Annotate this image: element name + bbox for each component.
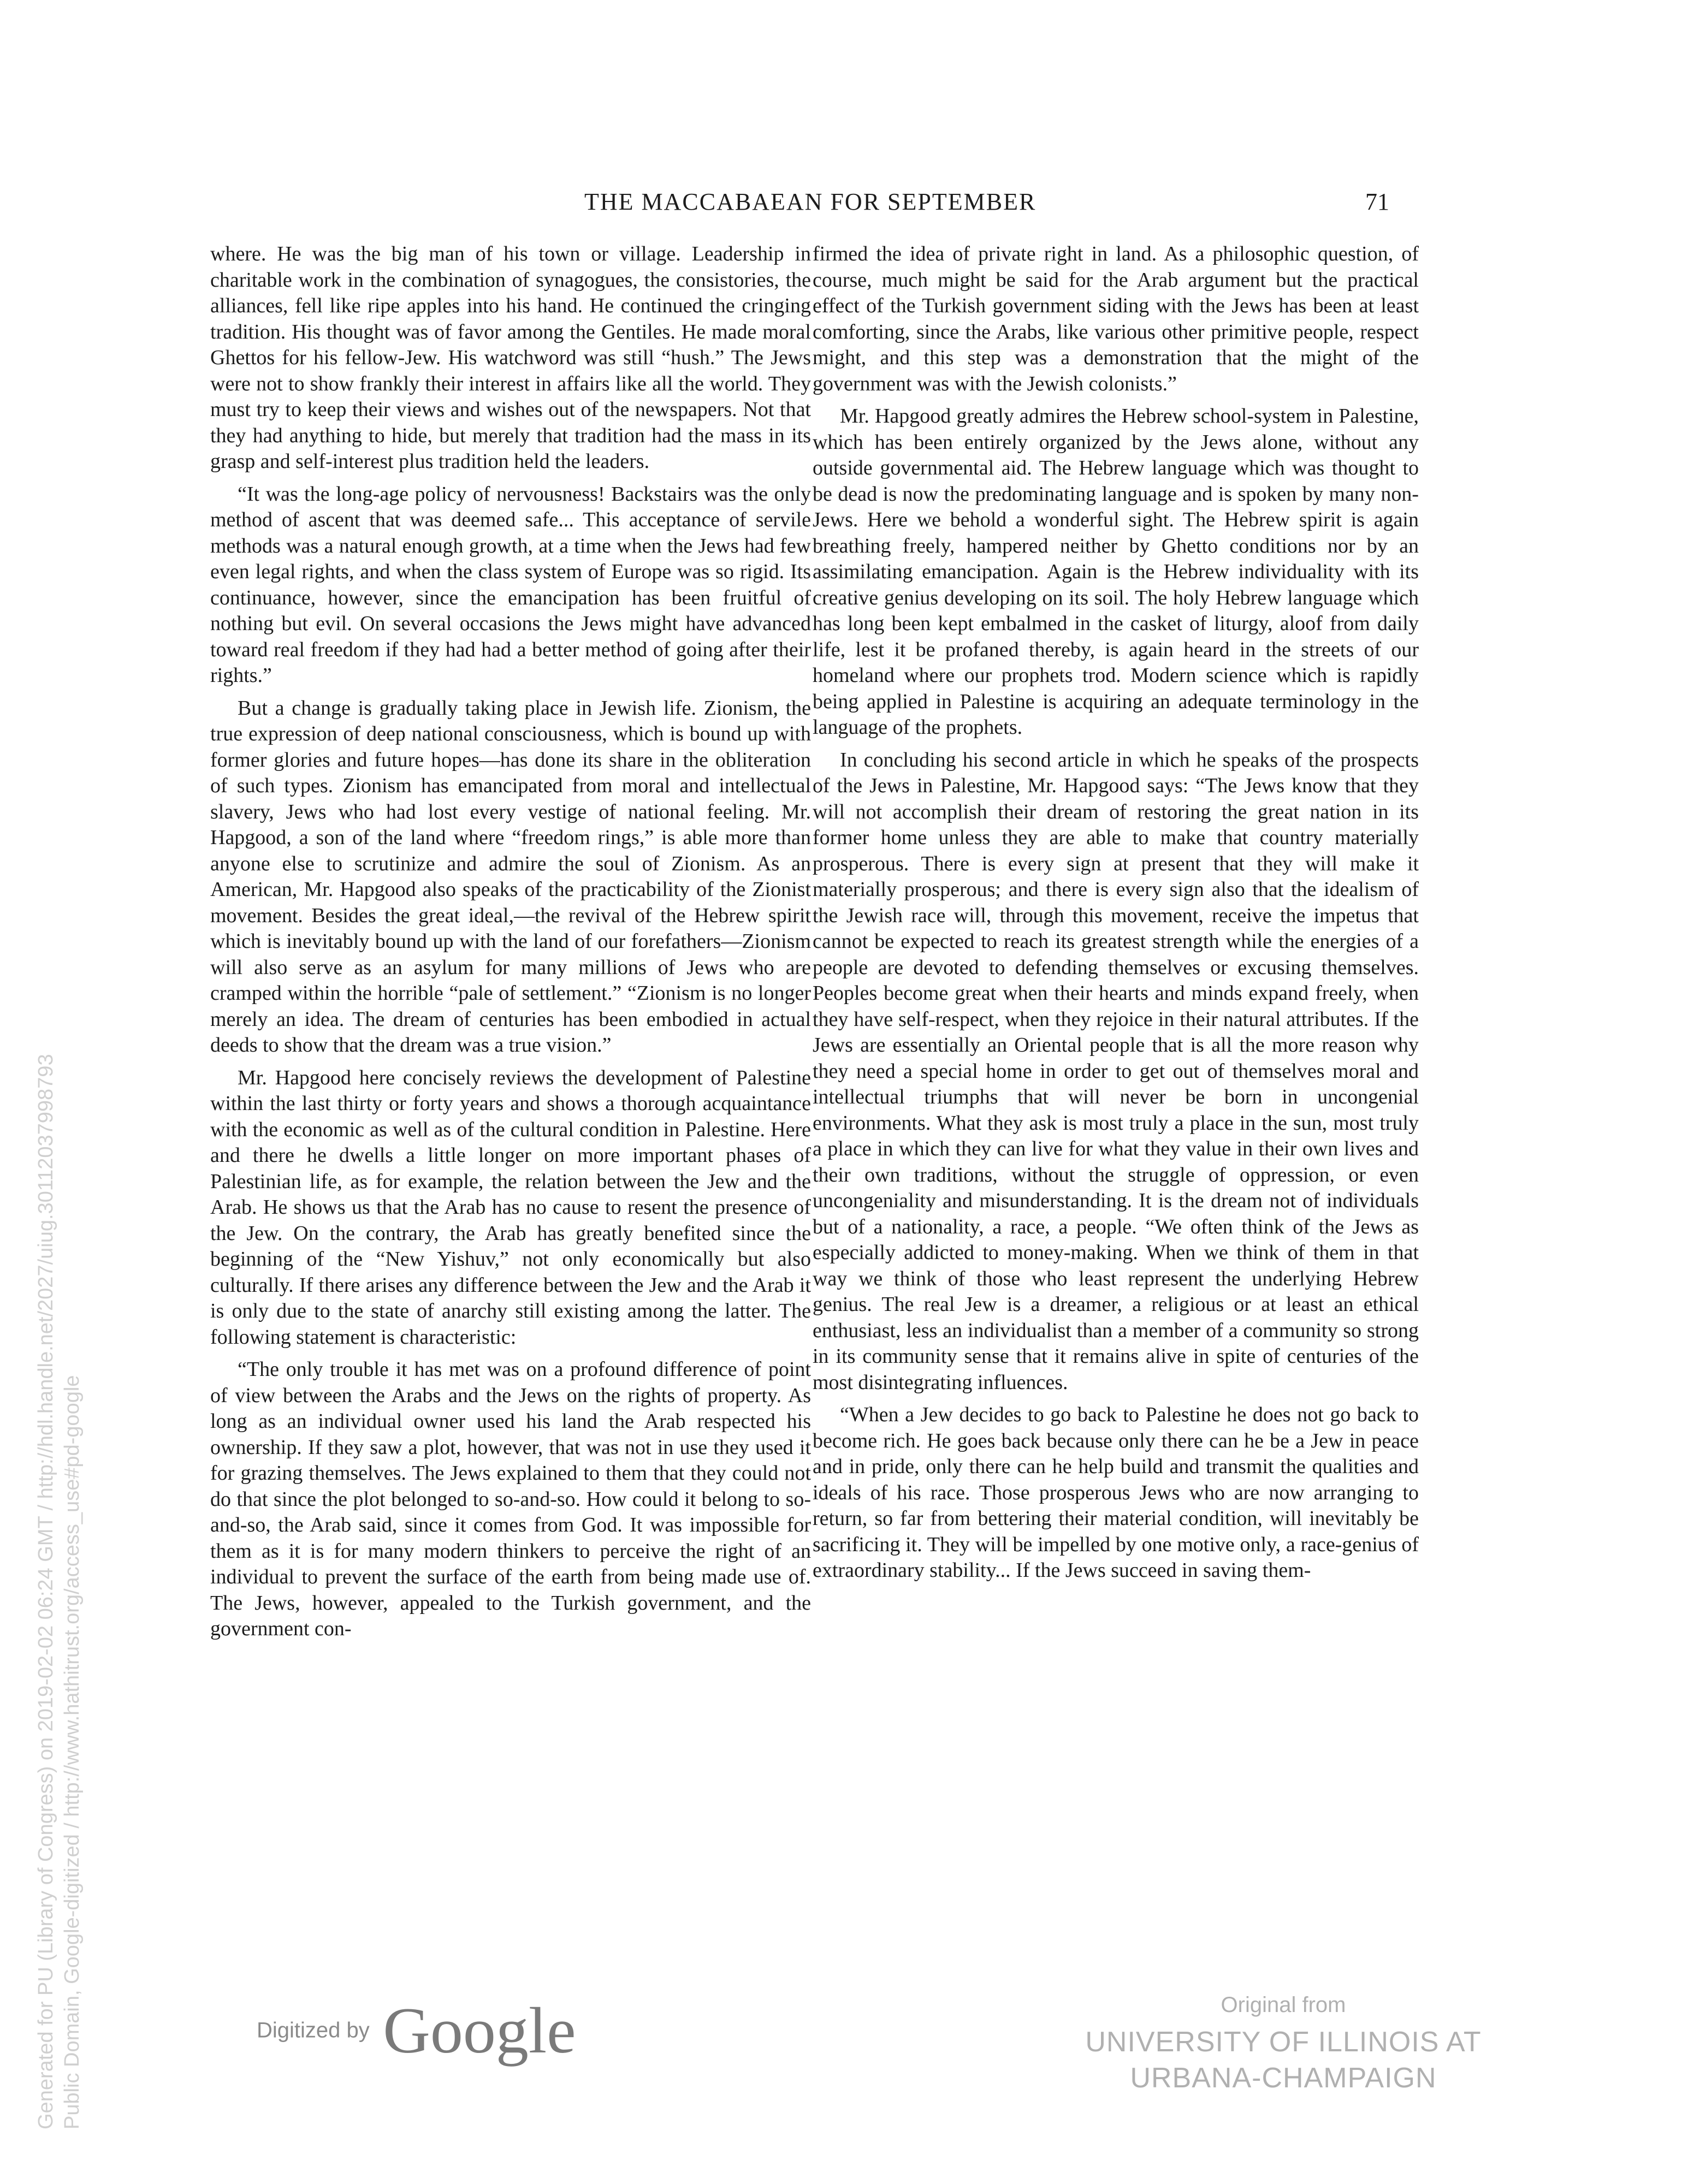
paragraph: In concluding his second article in which he speaks of the prospects of the Jews in Palestine, Mr. Hapgood says: “The Jews know that they will not accomplish their dream of restoring the great nation in its former home unless they are able to make that country materially prosperous. There is every sign at present that they will make it materially prosperous; and there is every sign also that the idealism of the Jewish race will, through this movement, receive the impetus that cannot be expected to reach its greatest strength while the energies of a people are devoted to defending themselves or excusing themselves. Peoples become great when their hearts and minds expand freely, when they have self-respect, when they rejoice in their natural attributes. If the Jews are essentially an Oriental people that is all the more reason why they need a special home in order to get out of themselves moral and intellectual triumphs that will never be born in uncongenial environments. What they ask is most truly a place in the sun, most truly a place in which they can live for what they value in their own lives and their own traditions, without the struggle of oppression, or even uncongeniality and misunderstanding. It is the dream not of individuals but of a nationality, a race, a people. “We often think of the Jews as especially addicted to money-making. When we think of them in that way we think of those who least represent the underlying Hebrew genius. The real Jew is a dreamer, a religious or at least an ethical enthusiast, less an individualist than a member of a community so strong in its community sense that it remains alive in spite of centuries of the most disintegrating influences. (813, 748, 1419, 1394)
page-number: 71 (1365, 188, 1389, 215)
left-column (210, 241, 811, 1649)
paragraph: Mr. Hapgood greatly admires the Hebrew school-system in Palestine, which has been entirely organized by the Jews alone, without any outside governmental aid. The Hebrew language which was thought to be dead is now the predominating language and is spoken by many non-Jews. Here we behold a wonderful sight. The Hebrew spirit is again breathing freely, hampered neither by Ghetto conditions nor by an assimilating emancipation. Again is the Hebrew individuality with its creative genius developing on its soil. The holy Hebrew language which has long been kept embalmed in the casket of liturgy, aloof from daily life, lest it be profaned thereby, is again heard in the streets of our homeland where our prophets trod. Modern science which is rapidly being applied in Palestine is acquiring an adequate terminology in the language of the prophets. (813, 405, 1419, 739)
paragraph: “When a Jew decides to go back to Palestine he does not go back to become rich. He goes back because only there can he be a Jew in peace and in pride, only there can he help build and transmit the qualities and ideals of his race. Those prosperous Jews who are now arranging to return, so far from bettering their material condition, will inevitably be sacrificing it. They will be impelled by one motive only, a race-genius of extraordinary stability... If the Jews succeed in saving them- (813, 1403, 1419, 1582)
paragraph: firmed the idea of private right in land. As a philosophic question, of course, much might be said for the Arab argument but the practical effect of the Turkish government siding with the Jews has been at least comforting, since the Arabs, like various other primitive people, respect might, and this step was a demonstration that the might of the government was with the Jewish colonists.” (813, 242, 1419, 395)
original-from-label: Original from (1221, 1993, 1346, 2017)
digitized-by-google (257, 1993, 576, 2068)
original-source (1065, 1993, 1502, 2096)
provenance-watermark (33, 491, 85, 2129)
paragraph: “The only trouble it has met was on a profound difference of point of view between the Arabs and the Jews on the rights of property. As long as an individual owner used his land the Arab respected his ownership. If they saw a plot, however, that was not in use they used it for grazing themselves. The Jews explained to them that they could not do that since the plot belonged to so-and-so. How could it belong to so-and-so, the Arab said, since it comes from God. It was impossible for them as it is for many modern thinkers to perceive the right of an individual to prevent the surface of the earth from being made use of. The Jews, however, appealed to the Turkish government, and the government con- (210, 1358, 811, 1640)
paragraph: “It was the long-age policy of nervousness! Backstairs was the only method of ascent that was deemed safe... This acceptance of servile methods was a natural enough growth, at a time when the Jews had few even legal rights, and when the class system of Europe was so rigid. Its continuance, however, since the emancipation has been fruitful of nothing but evil. On several occasions the Jews might have advanced toward real freedom if they had had a better method of going after their rights.” (210, 482, 811, 687)
institution-line: URBANA-CHAMPAIGN (1130, 2062, 1437, 2094)
paragraph: Mr. Hapgood here concisely reviews the development of Palestine within the last thirty or forty years and shows a thorough acquaintance with the economic as well as of the cultural condition in Palestine. Here and there he dwells a little longer on more important phases of Palestinian life, as for example, the relation between the Jew and the Arab. He shows us that the Arab has no cause to resent the presence of the Jew. On the contrary, the Arab has greatly benefited since the beginning of the “New Yishuv,” not only economically but also culturally. If there arises any difference between the Jew and the Arab it is only due to the state of anarchy still existing among the latter. The following statement is characteristic: (210, 1066, 811, 1349)
institution-line: UNIVERSITY OF ILLINOIS AT (1085, 2026, 1482, 2058)
digitized-by-label: Digitized by (257, 2018, 370, 2043)
watermark-line: Public Domain, Google-digitized / http://www.hathitrust.org/access_use#pd-google (61, 1375, 84, 2129)
running-title: THE MACCABAEAN FOR SEPTEMBER (584, 188, 1037, 215)
watermark-line: Generated for PU (Library of Congress) on 2019-02-02 06:24 GMT / http://hdl.handle.net/2027/uiug.30112037998793 (34, 1054, 57, 2129)
paragraph: But a change is gradually taking place in Jewish life. Zionism, the true expression of deep national consciousness, which is bound up with former glories and future hopes—has done its share in the obliteration of such types. Zionism has emancipated from moral and intellectual slavery, Jews who had lost every vestige of national feeling. Mr. Hapgood, a son of the land where “freedom rings,” is able more than anyone else to scrutinize and admire the soul of Zionism. As an American, Mr. Hapgood also speaks of the practicability of the Zionist movement. Besides the great ideal,—the revival of the Hebrew spirit which is inevitably bound up with the land of our forefathers—Zionism will also serve as an asylum for many millions of Jews who are cramped within the horrible “pale of settlement.” “Zionism is no longer merely an idea. The dream of centuries has been embodied in actual deeds to show that the dream was a true vision.” (210, 696, 811, 1057)
paragraph: where. He was the big man of his town or village. Leadership in charitable work in the combination of synagogues, the consistories, the alliances, fell like ripe apples into his hand. He continued the cringing tradition. His thought was of favor among the Gentiles. He made moral Ghettos for his fellow-Jew. His watchword was still “hush.” The Jews were not to show frankly their interest in affairs like all the world. They must try to keep their views and wishes out of the newspapers. Not that they had anything to hide, but merely that tradition had the mass in its grasp and self-interest plus tradition held the leaders. (210, 242, 811, 473)
google-logo: Google (383, 1994, 576, 2067)
right-column (813, 241, 1419, 1590)
